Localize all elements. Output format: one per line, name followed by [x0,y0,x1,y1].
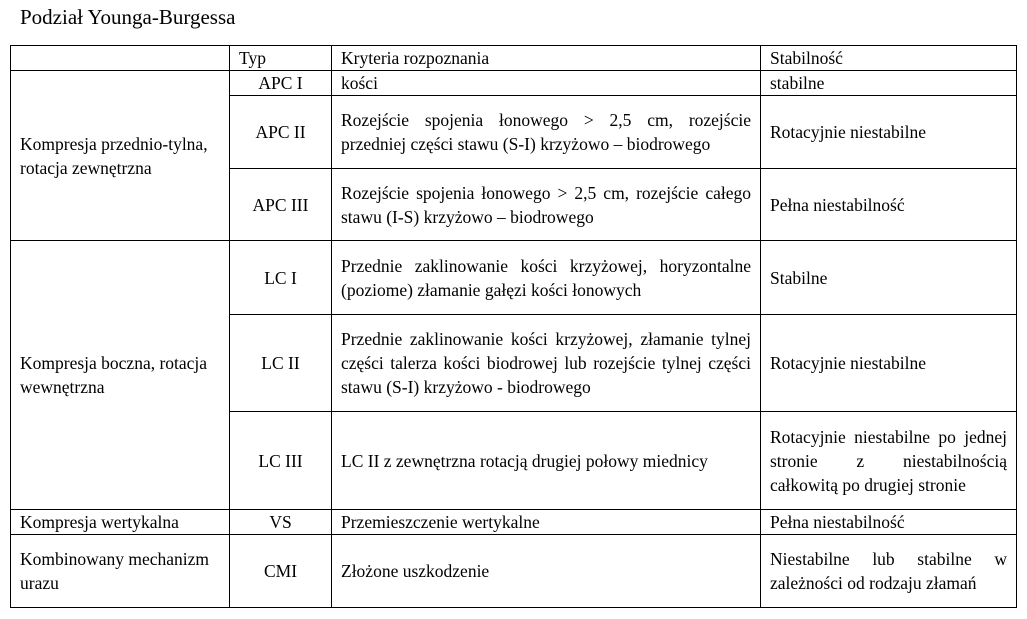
header-row [11,46,1017,71]
header-cell-mechanism [11,46,230,71]
type-cell: APC I [230,71,332,96]
stability-cell: Pełna niestabilność [761,169,1017,241]
type-cell: LC III [230,412,332,510]
criteria-cell: kości [332,71,761,96]
mechanism-cell: Kompresja przednio-tylna, rotacja zewnętrzna [11,71,230,241]
type-cell: VS [230,510,332,535]
stability-cell: Rotacyjnie niestabilne [761,96,1017,169]
header-cell-criteria: Kryteria rozpoznania [332,46,761,71]
type-cell: LC I [230,241,332,315]
table-row [11,535,1017,608]
mechanism-cell: Kombinowany mechanizm urazu [11,535,230,608]
header-cell-stability: Stabilność [761,46,1017,71]
stability-cell: Stabilne [761,241,1017,315]
table-row [11,71,1017,96]
criteria-cell: Rozejście spojenia łonowego > 2,5 cm, rozejście całego stawu (I-S) krzyżowo – biodrowego [332,169,761,241]
table-row [11,510,1017,535]
mechanism-cell: Kompresja wertykalna [11,510,230,535]
stability-cell: Rotacyjnie niestabilne [761,315,1017,412]
stability-cell: Pełna niestabilność [761,510,1017,535]
stability-cell: Rotacyjnie niestabilne po jednej stronie z niestabilnością całkowitą po drugiej stronie [761,412,1017,510]
criteria-cell: Rozejście spojenia łonowego > 2,5 cm, rozejście przedniej części stawu (S-I) krzyżowo – biodrowego [332,96,761,169]
criteria-cell: Przemieszczenie wertykalne [332,510,761,535]
type-cell: LC II [230,315,332,412]
stability-cell: stabilne [761,71,1017,96]
criteria-cell: Złożone uszkodzenie [332,535,761,608]
type-cell: APC II [230,96,332,169]
stability-cell: Niestabilne lub stabilne w zależności od rodzaju złamań [761,535,1017,608]
type-cell: CMI [230,535,332,608]
header-cell-type: Typ [230,46,332,71]
type-cell: APC III [230,169,332,241]
criteria-cell: LC II z zewnętrzna rotacją drugiej połowy miednicy [332,412,761,510]
criteria-cell: Przednie zaklinowanie kości krzyżowej, złamanie tylnej części talerza kości biodrowej lub rozejście tylnej części stawu (S-I) krzyżowo - biodrowego [332,315,761,412]
document-title: Podział Younga-Burgessa [20,5,236,29]
mechanism-cell: Kompresja boczna, rotacja wewnętrzna [11,241,230,510]
table-row [11,241,1017,315]
criteria-cell: Przednie zaklinowanie kości krzyżowej, horyzontalne (poziome) złamanie gałęzi kości łonowych [332,241,761,315]
classification-table [10,45,1017,608]
